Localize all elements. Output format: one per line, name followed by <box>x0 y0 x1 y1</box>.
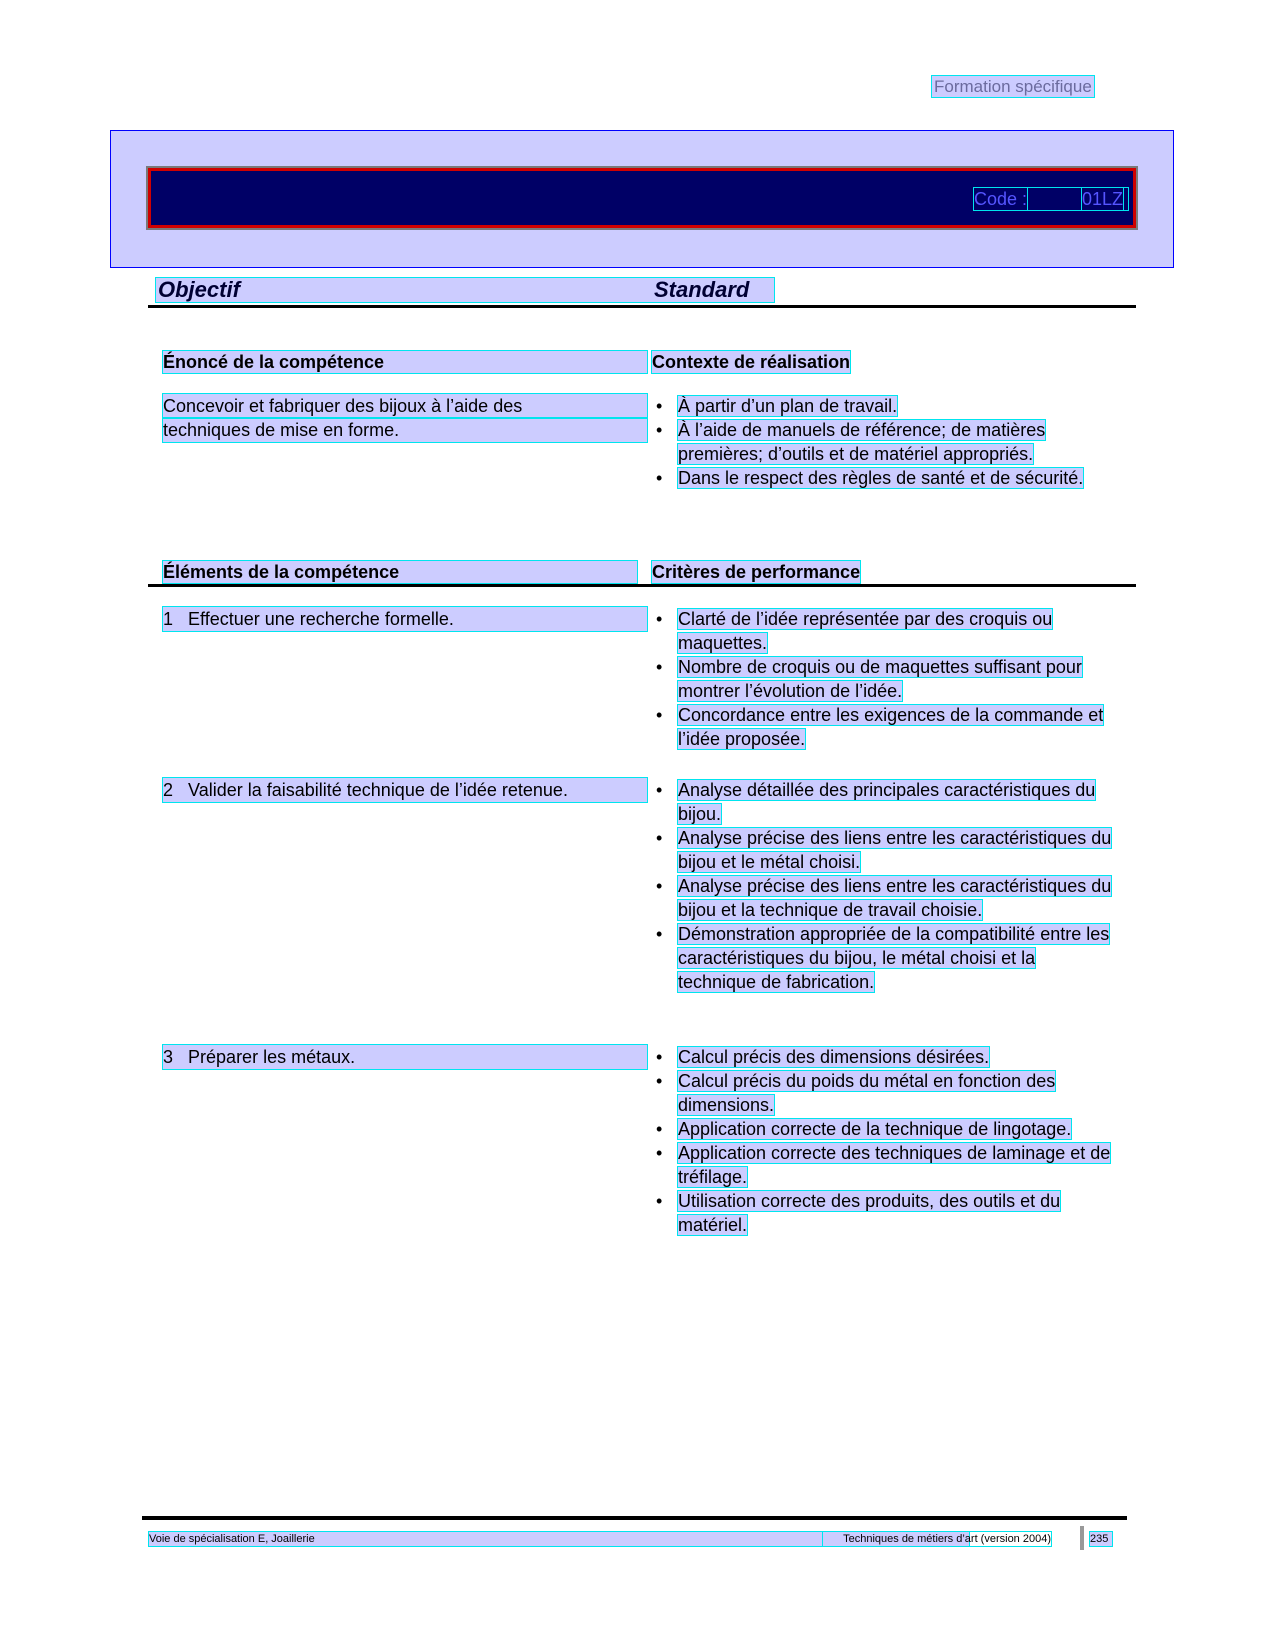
element-2 <box>163 778 647 802</box>
list-item: • Nombre de croquis ou de maquettes suffisant pour montrer l’évolution de l’idée. <box>656 655 1116 703</box>
element-number: 3 <box>163 1047 174 1067</box>
enonce-line: Concevoir et fabriquer des bijoux à l’aide des <box>163 394 647 418</box>
list-item: • Concordance entre les exigences de la commande et l’idée proposée. <box>656 703 1116 751</box>
list-item: • Analyse précise des liens entre les caractéristiques du bijou et le métal choisi. <box>656 826 1116 874</box>
code-label: Code : <box>974 189 1028 209</box>
element-3 <box>163 1045 647 1069</box>
list-item: • À l’aide de manuels de référence; de matières premières; d’outils et de matériel appropriés. <box>656 418 1116 466</box>
enonce-text <box>163 394 637 442</box>
footer-separator <box>1080 1526 1084 1550</box>
standard-heading: Standard <box>654 277 750 302</box>
list-item: • Calcul précis des dimensions désirées. <box>656 1045 1116 1069</box>
criteria-list-3 <box>656 1045 1116 1237</box>
list-item: • Application correcte de la technique de lingotage. <box>656 1117 1116 1141</box>
criteres-heading: Critères de performance <box>652 562 861 582</box>
criteria-list-1 <box>656 607 1116 751</box>
element-label: Effectuer une recherche formelle. <box>188 609 454 629</box>
element-number: 1 <box>163 609 174 629</box>
list-item: • Analyse détaillée des principales caractéristiques du bijou. <box>656 778 1116 826</box>
list-item: • Application correcte des techniques de laminage et de tréfilage. <box>656 1141 1116 1189</box>
section-label: Formation spécifique <box>934 77 1092 96</box>
page-number: 235 <box>1090 1532 1112 1546</box>
element-1 <box>163 607 647 631</box>
list-item: • Démonstration appropriée de la compatibilité entre les caractéristiques du bijou, le métal choisi et la technique de fabrication. <box>656 922 1116 994</box>
enonce-heading: Énoncé de la compétence <box>163 351 647 373</box>
element-number: 2 <box>163 780 174 800</box>
footer-left: Voie de spécialisation E, Joaillerie <box>149 1532 969 1546</box>
list-item: • À partir d’un plan de travail. <box>656 394 1116 418</box>
footer-right: Techniques de métiers d’art (version 2004) <box>823 1532 1051 1546</box>
enonce-line: techniques de mise en forme. <box>163 418 647 442</box>
element-label: Préparer les métaux. <box>188 1047 356 1067</box>
criteria-list-2 <box>656 778 1116 994</box>
list-item: • Analyse précise des liens entre les caractéristiques du bijou et la technique de travail choisie. <box>656 874 1116 922</box>
footer-rule <box>142 1516 1127 1520</box>
list-item: • Calcul précis du poids du métal en fonction des dimensions. <box>656 1069 1116 1117</box>
contexte-heading: Contexte de réalisation <box>652 352 851 372</box>
objectif-heading: Objectif <box>158 277 240 302</box>
list-item: • Clarté de l’idée représentée par des croquis ou maquettes. <box>656 607 1116 655</box>
elements-heading: Éléments de la compétence <box>163 561 637 583</box>
list-item: • Utilisation correcte des produits, des outils et du matériel. <box>656 1189 1116 1237</box>
element-label: Valider la faisabilité technique de l’idée retenue. <box>188 780 568 800</box>
list-item: • Dans le respect des règles de santé et de sécurité. <box>656 466 1116 490</box>
contexte-list <box>656 394 1116 490</box>
code-value: 01LZ <box>1082 189 1124 209</box>
divider <box>148 305 1136 308</box>
divider <box>148 584 1136 587</box>
